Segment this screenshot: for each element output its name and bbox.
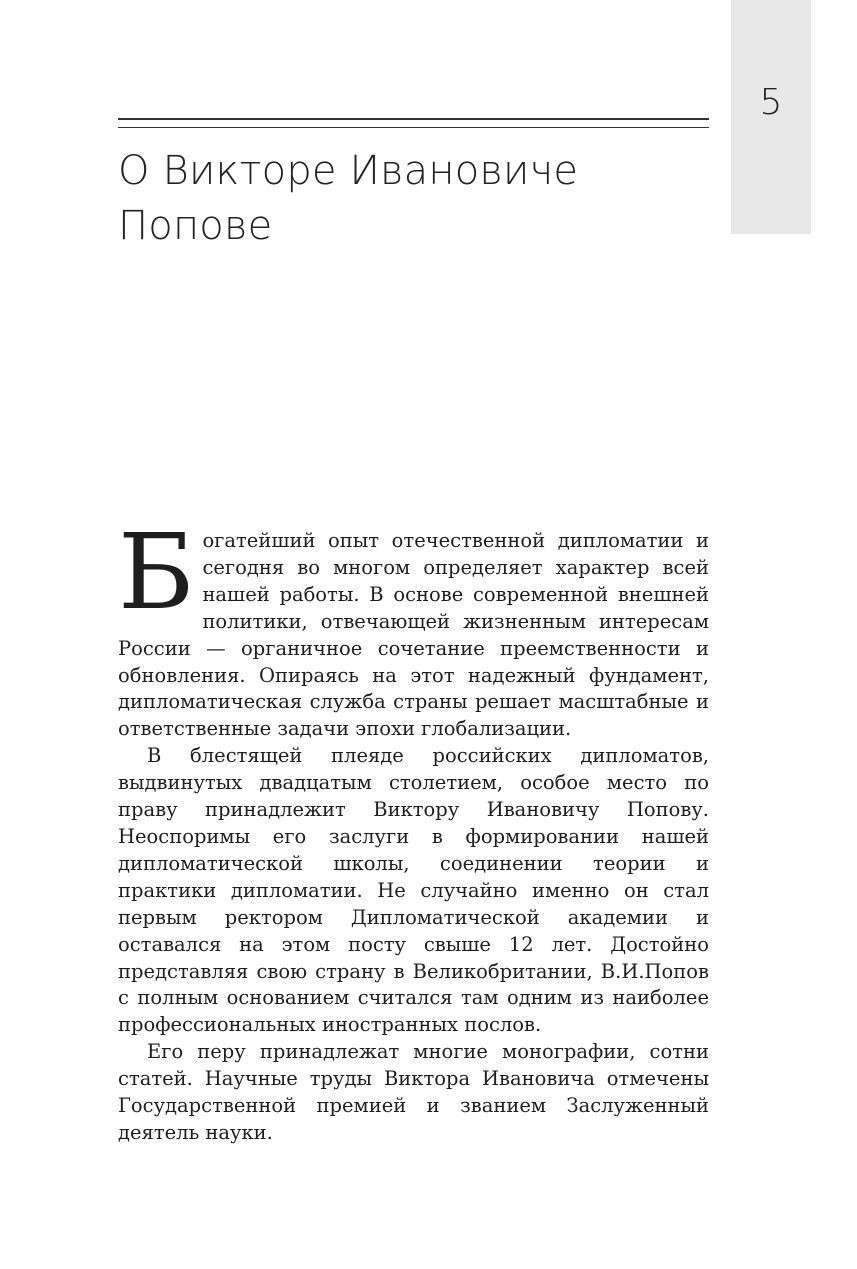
page-number: 5 [759,82,783,123]
page-number-tab [731,0,811,234]
paragraph-1 [118,511,709,743]
paragraph-1-text: огатейший опыт отечественной дипломатии и сегодня во многом определяет характер всей нашей работы. В основе современной внешней политики, отвечающей жизненным интересам России — органичное сочетание преемственности и обновления. Опираясь на этот надежный фундамент, дипломатическая служба страны решает масштабные и ответственные задачи эпохи глобализации. [118,529,709,741]
body-text [118,511,709,1147]
title-rule-thick [118,118,709,120]
chapter-title: О Викторе Ивановиче Попове [118,148,579,249]
paragraph-3: Его перу принадлежат многие монографии, сотни статей. Научные труды Виктора Ивановича отмечены Государственной премией и званием Заслуженный деятель науки. [118,1040,709,1144]
paragraph-2: В блестящей плеяде российских дипломатов, выдвинутых двадцатым столетием, особое место по праву принадлежит Виктору Ивановичу Попову. Неоспоримы его заслуги в формировании нашей дипломатической школы, соединении теории и практики дипломатии. Не случайно именно он стал первым ректором Дипломатической академии и оставался на этом посту свыше 12 лет. Достойно представляя свою страну в Великобритании, В.И.Попов с полным основанием считался там одним из наиболее профессиональных иностранных послов. [118,744,709,1037]
drop-cap: Б [118,511,195,633]
title-rule-thin [118,127,709,128]
